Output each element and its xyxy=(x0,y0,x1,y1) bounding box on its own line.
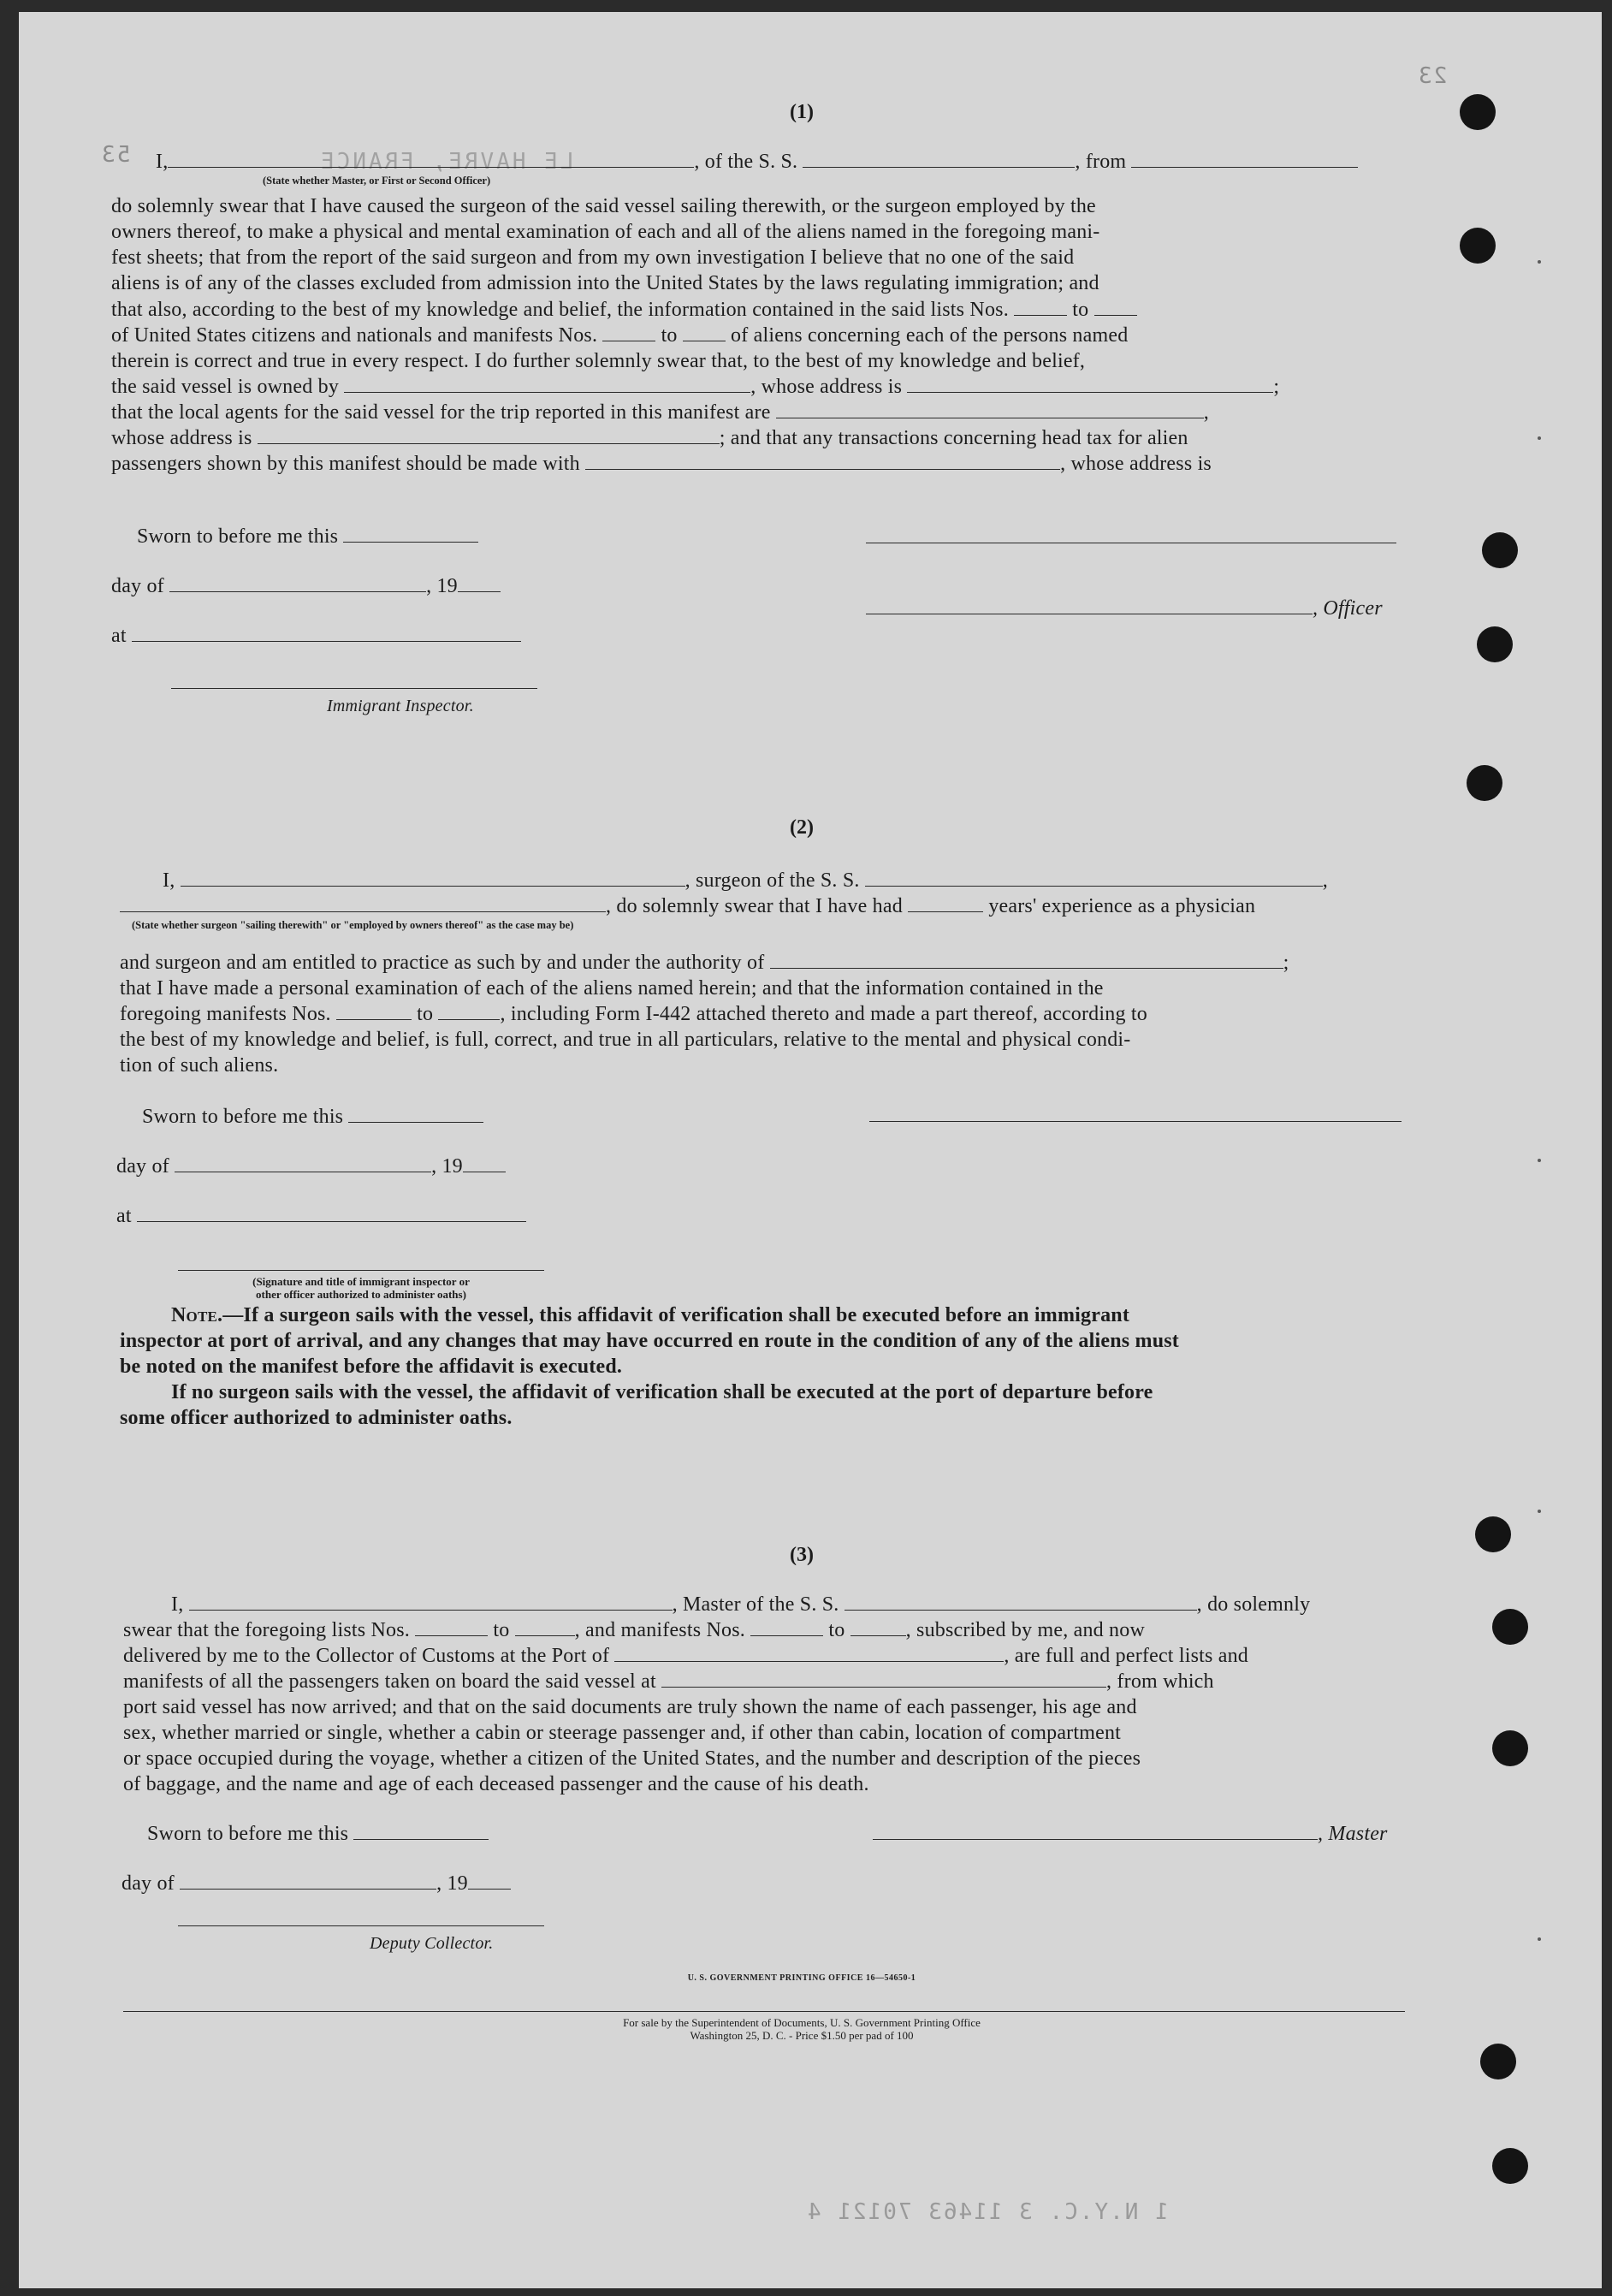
officer-signature-field[interactable] xyxy=(866,597,1313,614)
from-label: , from xyxy=(1075,151,1127,173)
section-1-body-line xyxy=(111,451,1212,477)
year-field[interactable] xyxy=(468,1872,511,1890)
head-tax-contact-field[interactable] xyxy=(585,453,1060,470)
section-1-body-line: do solemnly swear that I have caused the surgeon of the said vessel sailing therewith, or the surgeon employed by the xyxy=(111,195,1096,217)
day-of-label: day of xyxy=(121,1872,175,1895)
place-field[interactable] xyxy=(137,1205,526,1222)
experience-text: , do solemnly swear that I have had xyxy=(606,895,903,917)
bleed-stamp: 1 N.Y.C. 3 11463 70121 4 xyxy=(806,2199,1169,2225)
section-1-number: (1) xyxy=(790,101,814,123)
deputy-label: Deputy Collector. xyxy=(370,1934,494,1953)
surgeon-name-field[interactable] xyxy=(181,869,685,887)
section-3-line xyxy=(123,1669,1214,1694)
manifest-page xyxy=(19,12,1602,2288)
manifests-from-field[interactable] xyxy=(336,1003,412,1020)
sworn-label: Sworn to before me this xyxy=(147,1823,349,1845)
physician-text: years' experience as a physician xyxy=(988,895,1256,917)
section-3-line: of baggage, and the name and age of each deceased passenger and the cause of his death. xyxy=(123,1773,869,1795)
section-1-body-line xyxy=(111,425,1188,451)
margin-dot xyxy=(1538,1937,1541,1941)
section-2-number: (2) xyxy=(790,816,814,839)
section-3-line: sex, whether married or single, whether a cabin or steerage passenger and, if other than cabin, location of compartment xyxy=(123,1722,1122,1744)
inspector-signature-line[interactable] xyxy=(171,688,537,689)
to-label: to xyxy=(417,1003,434,1025)
vessel-name-field[interactable] xyxy=(845,1593,1197,1611)
sworn-line xyxy=(137,524,478,549)
margin-dot xyxy=(1538,1159,1541,1162)
at-label: at xyxy=(116,1205,132,1227)
form-text: , including Form I-442 attached thereto and made a part thereof, according to xyxy=(500,1003,1147,1025)
binder-hole xyxy=(1492,1609,1528,1645)
note-label: Note. xyxy=(171,1304,223,1326)
section-3-line xyxy=(171,1592,1310,1617)
section-3-line xyxy=(123,1643,1248,1669)
month-field[interactable] xyxy=(180,1872,436,1890)
bleed-stamp: 53 xyxy=(100,142,131,168)
sworn-day-field[interactable] xyxy=(348,1106,483,1123)
master-of-label: , Master of the S. S. xyxy=(672,1593,839,1616)
month-field[interactable] xyxy=(169,575,426,592)
bleed-stamp: LE HAVRE, FRANCE xyxy=(318,149,574,175)
place-line xyxy=(116,1203,526,1229)
inspector-label: Immigrant Inspector. xyxy=(327,697,474,715)
sworn-label: Sworn to before me this xyxy=(142,1106,344,1128)
master-name-field[interactable] xyxy=(189,1593,673,1611)
authority-text: and surgeon and am entitled to practice as such by and under the authority of xyxy=(120,952,765,974)
to-label: to xyxy=(1072,299,1089,321)
margin-dot xyxy=(1538,260,1541,264)
inspector-signature-line[interactable] xyxy=(178,1270,544,1271)
sale-notice-line: For sale by the Superintendent of Documents, U. S. Government Printing Office xyxy=(623,2016,981,2029)
section-1-body-line: therein is correct and true in every respect. I do further solemnly swear that, to the best of my knowledge and belief, xyxy=(111,350,1086,372)
lists-text: swear that the foregoing lists Nos. xyxy=(123,1619,410,1641)
section-1-body-line: that the local agents for the said vessel for the trip reported in this manifest are , xyxy=(111,401,1209,424)
owner-address-field[interactable] xyxy=(907,376,1273,393)
sworn-day-field[interactable] xyxy=(353,1823,489,1840)
year-field[interactable] xyxy=(458,575,501,592)
at-label: at xyxy=(111,625,127,647)
master-line xyxy=(873,1821,1388,1847)
note-line: some officer authorized to administer oaths. xyxy=(120,1407,513,1429)
lists-from-field[interactable] xyxy=(415,1619,488,1636)
sworn-day-field[interactable] xyxy=(343,525,478,543)
master-signature-field[interactable] xyxy=(873,1823,1318,1840)
binder-hole xyxy=(1460,228,1496,264)
note-line: inspector at port of arrival, and any changes that may have occurred en route in the condition of any of the aliens must xyxy=(120,1330,1179,1352)
year-prefix: , 19 xyxy=(431,1155,463,1178)
day-of-label: day of xyxy=(116,1155,169,1178)
date-line xyxy=(111,573,501,599)
owner-text: the said vessel is owned by xyxy=(111,376,340,398)
section-1-body-line: the said vessel is owned by , whose address is ; xyxy=(111,376,1280,398)
sworn-line xyxy=(142,1104,483,1130)
signature-hint xyxy=(178,1275,544,1301)
master-label: , Master xyxy=(1318,1823,1388,1845)
lists-to-field[interactable] xyxy=(1094,299,1137,316)
surgeon-signature-line[interactable] xyxy=(869,1121,1402,1122)
officer-rank-hint: (State whether Master, or First or Second Officer) xyxy=(263,175,491,187)
section-1-body-line: owners thereof, to make a physical and mental examination of each and all of the aliens named in the foregoing mani- xyxy=(111,221,1100,243)
pronoun-i: I, xyxy=(156,151,169,173)
section-1-oath-line xyxy=(156,149,1358,175)
binder-hole xyxy=(1492,1730,1528,1766)
lists-text: that also, according to the best of my knowledge and belief, the information contained in the said lists Nos. xyxy=(111,299,1009,321)
date-line xyxy=(116,1154,506,1179)
to-label: to xyxy=(828,1619,845,1641)
binder-hole xyxy=(1477,626,1513,662)
port-field[interactable] xyxy=(614,1645,1004,1662)
gpo-imprint: U. S. GOVERNMENT PRINTING OFFICE 16—54650-1 xyxy=(687,1973,916,1983)
month-field[interactable] xyxy=(175,1155,431,1172)
pronoun-i: I, xyxy=(163,869,175,892)
section-2-body-line: tion of such aliens. xyxy=(120,1054,279,1077)
sale-notice-line: Washington 25, D. C. - Price $1.50 per pad of 100 xyxy=(690,2029,914,2042)
head-tax-text: ; and that any transactions concerning head tax for alien xyxy=(719,427,1188,449)
surgeon-status-field[interactable] xyxy=(120,895,606,912)
agents-text: that the local agents for the said vessel for the trip reported in this manifest are xyxy=(111,401,771,424)
binder-hole xyxy=(1492,2148,1528,2184)
vessel-name-field[interactable] xyxy=(865,869,1323,887)
section-2-oath-line: I, , surgeon of the S. S. , xyxy=(163,869,1328,892)
officer-rank-field[interactable] xyxy=(168,151,694,168)
date-line xyxy=(121,1871,511,1896)
from-which-text: , from which xyxy=(1106,1670,1214,1693)
manifests-from-field[interactable] xyxy=(602,324,655,341)
officer-label: , Officer xyxy=(1313,597,1383,620)
full-lists-text: , are full and perfect lists and xyxy=(1004,1645,1248,1667)
manifests-text: foregoing manifests Nos. xyxy=(120,1003,331,1025)
boarding-port-field[interactable] xyxy=(661,1670,1106,1688)
section-2-body-line: the best of my knowledge and belief, is full, correct, and true in all particulars, relative to the mental and physical condi- xyxy=(120,1029,1131,1051)
departure-port-field[interactable] xyxy=(1131,151,1358,168)
owner-field[interactable] xyxy=(344,376,750,393)
surgeon-of-label: , surgeon of the S. S. xyxy=(685,869,860,892)
lists-from-field[interactable] xyxy=(1014,299,1067,316)
section-2-oath-line xyxy=(120,893,1255,919)
signature-hint-line: (Signature and title of immigrant inspector or xyxy=(252,1275,470,1288)
collector-text: delivered by me to the Collector of Customs at the Port of xyxy=(123,1645,610,1667)
section-1-body-line: fest sheets; that from the report of the said surgeon and from my own investigation I believe that no one of the said xyxy=(111,246,1075,269)
section-3-line xyxy=(123,1617,1145,1643)
sworn-line xyxy=(147,1821,489,1847)
lists-to-field[interactable] xyxy=(515,1619,575,1636)
section-3-line: or space occupied during the voyage, whether a citizen of the United States, and the number and description of the pieces xyxy=(123,1747,1141,1770)
agents-address-field[interactable] xyxy=(258,427,720,444)
boarded-text: manifests of all the passengers taken on board the said vessel at xyxy=(123,1670,656,1693)
manifests-from-field[interactable] xyxy=(750,1619,823,1636)
manifests-to-field[interactable] xyxy=(683,324,726,341)
section-3-line: port said vessel has now arrived; and that on the said documents are truly shown the name of each passenger, his age and xyxy=(123,1696,1137,1718)
years-field[interactable] xyxy=(908,895,983,912)
margin-dot xyxy=(1538,436,1541,440)
section-1-body-line xyxy=(111,323,1128,348)
year-prefix: , 19 xyxy=(436,1872,468,1895)
place-line xyxy=(111,623,521,649)
section-1-body-line: aliens is of any of the classes excluded from admission into the United States by the laws regulating immigration; and xyxy=(111,272,1099,294)
agents-address-label: whose address is xyxy=(111,427,252,449)
officer-line xyxy=(866,596,1383,621)
sworn-label: Sworn to before me this xyxy=(137,525,339,548)
footer-divider xyxy=(123,2011,1405,2012)
address-label: , whose address is xyxy=(1060,453,1212,475)
sale-notice xyxy=(19,2016,1585,2042)
address-label: , whose address is xyxy=(750,376,903,398)
vessel-name-field[interactable] xyxy=(803,151,1075,168)
to-label: to xyxy=(493,1619,510,1641)
binder-hole xyxy=(1467,765,1502,801)
year-field[interactable] xyxy=(463,1155,506,1172)
subscribed-text: , subscribed by me, and now xyxy=(905,1619,1145,1641)
solemnly-text: , do solemnly xyxy=(1196,1593,1311,1616)
section-3-number: (3) xyxy=(790,1544,814,1566)
section-1-body-line xyxy=(111,297,1137,323)
binder-hole xyxy=(1482,532,1518,568)
manifests-to-field[interactable] xyxy=(850,1619,906,1636)
of-vessel-label: , of the S. S. xyxy=(694,151,798,173)
signature-hint-line: other officer authorized to administer oaths) xyxy=(256,1288,466,1301)
pronoun-i: I, xyxy=(171,1593,184,1616)
year-prefix: , 19 xyxy=(426,575,458,597)
aliens-text: of aliens concerning each of the persons named xyxy=(731,324,1129,347)
section-2-body-line: and surgeon and am entitled to practice as such by and under the authority of ; xyxy=(120,952,1289,974)
collector-signature-line[interactable] xyxy=(178,1925,544,1926)
section-2-body-line xyxy=(120,1001,1147,1027)
head-tax-contact-text: passengers shown by this manifest should be made with xyxy=(111,453,580,475)
day-of-label: day of xyxy=(111,575,164,597)
margin-dot xyxy=(1538,1510,1541,1513)
note-line: be noted on the manifest before the affidavit is executed. xyxy=(120,1356,623,1378)
binder-hole xyxy=(1480,2044,1516,2079)
manifests-text: of United States citizens and nationals and manifests Nos. xyxy=(111,324,598,347)
authority-field[interactable] xyxy=(770,952,1283,969)
surgeon-status-hint: (State whether surgeon "sailing therewith" or "employed by owners thereof" as the case may be) xyxy=(132,919,574,931)
manifests-text: , and manifests Nos. xyxy=(574,1619,745,1641)
page-number-stamp: 23 xyxy=(1417,63,1448,89)
manifests-to-field[interactable] xyxy=(438,1003,500,1020)
note-line xyxy=(171,1302,1129,1328)
to-label: to xyxy=(661,324,678,347)
place-field[interactable] xyxy=(132,625,521,642)
section-2-body-line: that I have made a personal examination of each of the aliens named herein; and that the information contained in the xyxy=(120,977,1104,1000)
note-line: If no surgeon sails with the vessel, the affidavit of verification shall be executed at the port of departure before xyxy=(171,1381,1153,1403)
note-text: —If a surgeon sails with the vessel, this affidavit of verification shall be executed before an immigrant xyxy=(222,1304,1130,1326)
agents-field[interactable] xyxy=(776,401,1204,418)
